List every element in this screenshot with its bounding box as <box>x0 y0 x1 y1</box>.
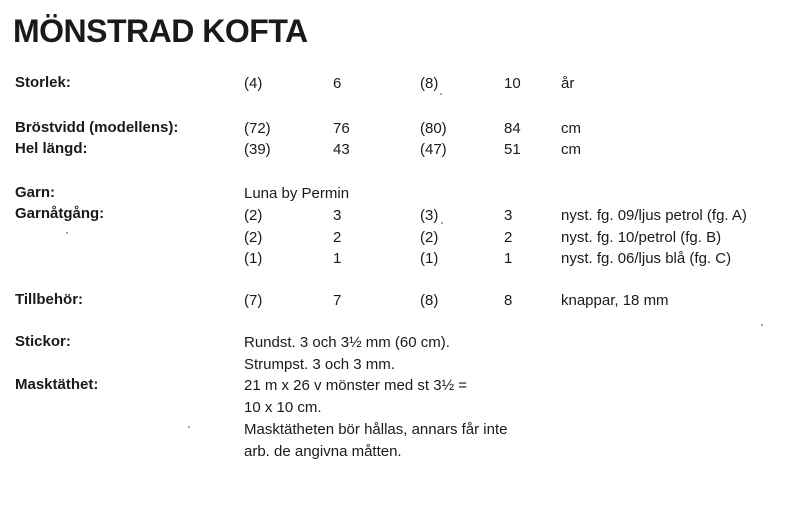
garnatgang-b-value-4: 2 <box>504 229 513 246</box>
hel-langd-value-3: (47) <box>420 141 447 158</box>
hel-langd-value-4: 51 <box>504 141 521 158</box>
garnatgang-label: Garnåtgång: <box>15 205 105 222</box>
garnatgang-c-value-2: 1 <box>333 250 342 267</box>
storlek-unit: år <box>561 75 575 92</box>
brostvidd-value-4: 84 <box>504 120 521 137</box>
masktathet-label: Masktäthet: <box>15 376 99 393</box>
brostvidd-label: Bröstvidd (modellens): <box>15 119 179 136</box>
brostvidd-value-1: (72) <box>244 120 271 137</box>
storlek-value-1: (4) <box>244 75 263 92</box>
stickor-line-1: Rundst. 3 och 3½ mm (60 cm). <box>244 334 450 351</box>
masktathet-line-1: 21 m x 26 v mönster med st 3½ = <box>244 377 468 394</box>
tillbehor-value-1: (7) <box>244 292 263 309</box>
garnatgang-a-value-4: 3 <box>504 207 513 224</box>
storlek-value-4: 10 <box>504 75 521 92</box>
garnatgang-a-unit: nyst. fg. 09/ljus petrol (fg. A) <box>561 207 747 224</box>
brostvidd-unit: cm <box>561 120 581 137</box>
garn-value: Luna by Permin <box>244 185 350 202</box>
garnatgang-a-value-2: 3 <box>333 207 342 224</box>
tillbehor-value-4: 8 <box>504 292 513 309</box>
hel-langd-value-1: (39) <box>244 141 271 158</box>
scan-speck <box>761 324 763 326</box>
garnatgang-a-value-1: (2) <box>244 207 263 224</box>
garnatgang-c-value-3: (1) <box>420 250 439 267</box>
garnatgang-b-value-3: (2) <box>420 229 439 246</box>
masktathet-line-3: Masktätheten bör hållas, annars får inte <box>244 421 508 438</box>
tillbehor-value-2: 7 <box>333 292 342 309</box>
tillbehor-label: Tillbehör: <box>15 291 84 308</box>
garnatgang-b-value-2: 2 <box>333 229 342 246</box>
stickor-label: Stickor: <box>15 333 71 350</box>
storlek-label: Storlek: <box>15 74 71 91</box>
storlek-value-2: 6 <box>333 75 342 92</box>
garnatgang-b-value-1: (2) <box>244 229 263 246</box>
masktathet-line-4: arb. de angivna måtten. <box>244 443 402 460</box>
scan-speck <box>441 222 443 224</box>
hel-langd-value-2: 43 <box>333 141 350 158</box>
hel-langd-label: Hel längd: <box>15 140 88 157</box>
masktathet-line-2: 10 x 10 cm. <box>244 399 322 416</box>
garnatgang-c-unit: nyst. fg. 06/ljus blå (fg. C) <box>561 250 732 267</box>
stickor-line-2: Strumpst. 3 och 3 mm. <box>244 356 395 373</box>
garnatgang-c-value-4: 1 <box>504 250 513 267</box>
storlek-value-3: (8) <box>420 75 439 92</box>
brostvidd-value-2: 76 <box>333 120 350 137</box>
tillbehor-value-3: (8) <box>420 292 439 309</box>
garn-label: Garn: <box>15 184 56 201</box>
garnatgang-a-value-3: (3) <box>420 207 439 224</box>
scan-speck <box>188 426 190 428</box>
page-title: MÖNSTRAD KOFTA <box>13 13 308 49</box>
hel-langd-unit: cm <box>561 141 581 158</box>
garnatgang-b-unit: nyst. fg. 10/petrol (fg. B) <box>561 229 722 246</box>
brostvidd-value-3: (80) <box>420 120 447 137</box>
scan-speck <box>66 232 68 234</box>
scan-speck <box>440 93 442 95</box>
tillbehor-unit: knappar, 18 mm <box>561 292 669 309</box>
garnatgang-c-value-1: (1) <box>244 250 263 267</box>
